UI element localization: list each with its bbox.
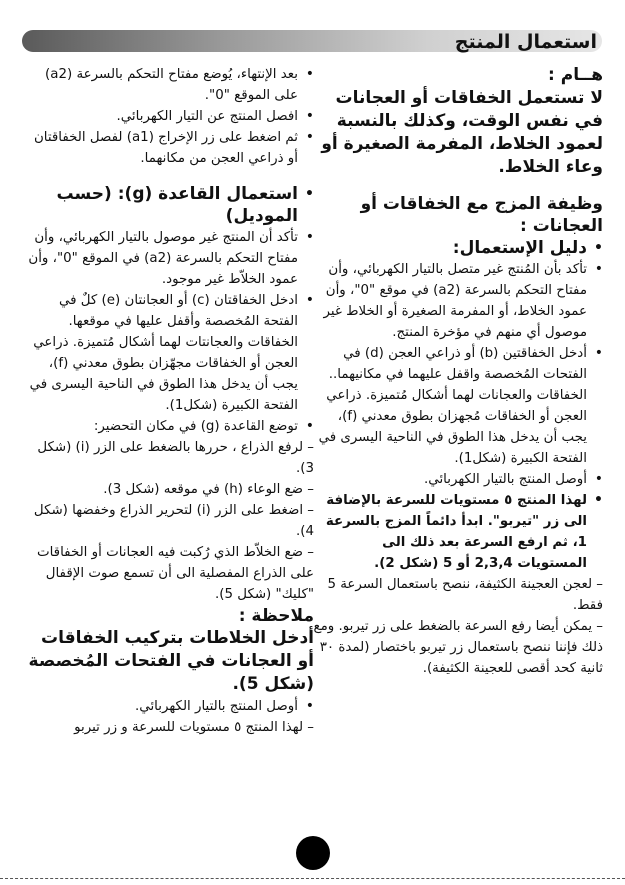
section-heading: ملاحظة : [238, 606, 314, 626]
spacer [311, 179, 603, 193]
spacer [22, 169, 314, 183]
paragraph: • تأكد بأن المُنتج غير متصل بالتيار الكهربائي، وأن مفتاح التحكم بالسرعة (a2) في موقع "0"، وأن عمود الخلاط، أو المفرمة الصغيرة أو الخلاط غير موصول أي منهم في مؤخرة المنتج. [311, 259, 603, 343]
paragraph: – ضع الوعاء (h) في موقعه (شكل 3). [103, 482, 314, 497]
right-column [311, 64, 603, 679]
left-column [22, 64, 314, 738]
paragraph: • بعد الإنتهاء، يُوضع مفتاح التحكم بالسرعة (a2) على الموقع "0". [22, 64, 314, 106]
section-heading: وظيفة المزج مع الخفاقات أو العجانات : [360, 194, 603, 236]
paragraph: – لرفع الذراع ، حررها بالضغط على الزر (i) (شكل 3). [37, 440, 314, 476]
paragraph: • افصل المنتج عن التيار الكهربائي. [22, 106, 314, 127]
footer-rule [0, 878, 625, 879]
paragraph: • أوصل المنتج بالتيار الكهربائي. [311, 469, 603, 490]
section-heading: هــام : [548, 65, 603, 85]
paragraph: – ضع الخلاّط الذي رُكبت فيه العجانات أو الخفاقات على الذراع المفصلية الى أن تسمع صوت الإقفال "كليك" (شكل 5). [37, 545, 314, 602]
paragraph: – اضغط على الزر (i) لتحرير الذراع وخفضها (شكل 4). [33, 503, 314, 539]
paragraph: • أدخل الخفاقتين (b) أو ذراعي العجن (d) في الفتحات المُخصصة واقفل عليهما في مكانيهما.. الخفاقات والعجانات لهما أشكال مُتميزة. ذراعي العجن أو الخفاقات مُجهزان بطوق معدني (f)، يجب أن يدخل هذا الطوق في الناحية اليسرى في الفتحة الكبيرة (شكل1). [311, 343, 603, 469]
section-heading: • دليل الإستعمال: [311, 237, 603, 259]
section-heading: • استعمال القاعدة (g): (حسب الموديل) [22, 183, 314, 227]
paragraph: • توضع القاعدة (g) في مكان التحضير: [22, 416, 314, 437]
section-heading: أدخل الخلاطات بتركيب الخفاقات أو العجانات في الفتحات المُخصصة (شكل 5). [28, 628, 314, 694]
paragraph: – يمكن أيضا رفع السرعة بالضغط على زر تيربو. ومع ذلك فإننا ننصح باستعمال زر تيربو باختصار (لمدة ٣٠ ثانية كحد أقصى للعجينة الكثيفة). [313, 619, 603, 676]
paragraph: • أوصل المنتج بالتيار الكهربائي. [22, 696, 314, 717]
paragraph: – لعجن العجينة الكثيفة، ننصح باستعمال السرعة 5 فقط. [327, 577, 603, 613]
paragraph: • ادخل الخفاقتان (c) أو العجانتان (e) كلٌ في الفتحة المُخصصة وأقفل عليها في موقعها. الخفاقات والعجانتات لهما أشكال مُتميزة. ذراعي العجن أو الخفاقات مجهّزان بطوق معدني (f)، يجب أن يدخل هذا الطوق في الناحية اليسرى في الفتحة الكبيرة (شكل1). [22, 290, 314, 416]
paragraph: – لهذا المنتج ٥ مستويات للسرعة و زر تيربو [74, 720, 314, 735]
page-number-dot [296, 836, 330, 870]
paragraph: • لهذا المنتج ٥ مستويات للسرعة بالإضافة الى زر "تيربو". ابدأ دائماً المزج بالسرعة 1، ثم ارفع السرعة بعد ذلك الى المستويات 2,3,4 أو 5 (شكل 2). [311, 490, 603, 574]
section-heading: لا تستعمل الخفاقات أو العجانات في نفس الوقت، وكذلك بالنسبة لعمود الخلاط، المفرمة الصغيرة أو وعاء الخلاط. [321, 88, 603, 177]
paragraph: • ثم اضغط على زر الإخراج (a1) لفصل الخفاقتان أو ذراعي العجن من مكانهما. [22, 127, 314, 169]
paragraph: • تأكد أن المنتج غير موصول بالتيار الكهربائي، وأن مفتاح التحكم بالسرعة (a2) في الموقع "0"، وأن عمود الخلاّط غير موجود. [22, 227, 314, 290]
page-title: استعمال المنتج [454, 31, 597, 53]
